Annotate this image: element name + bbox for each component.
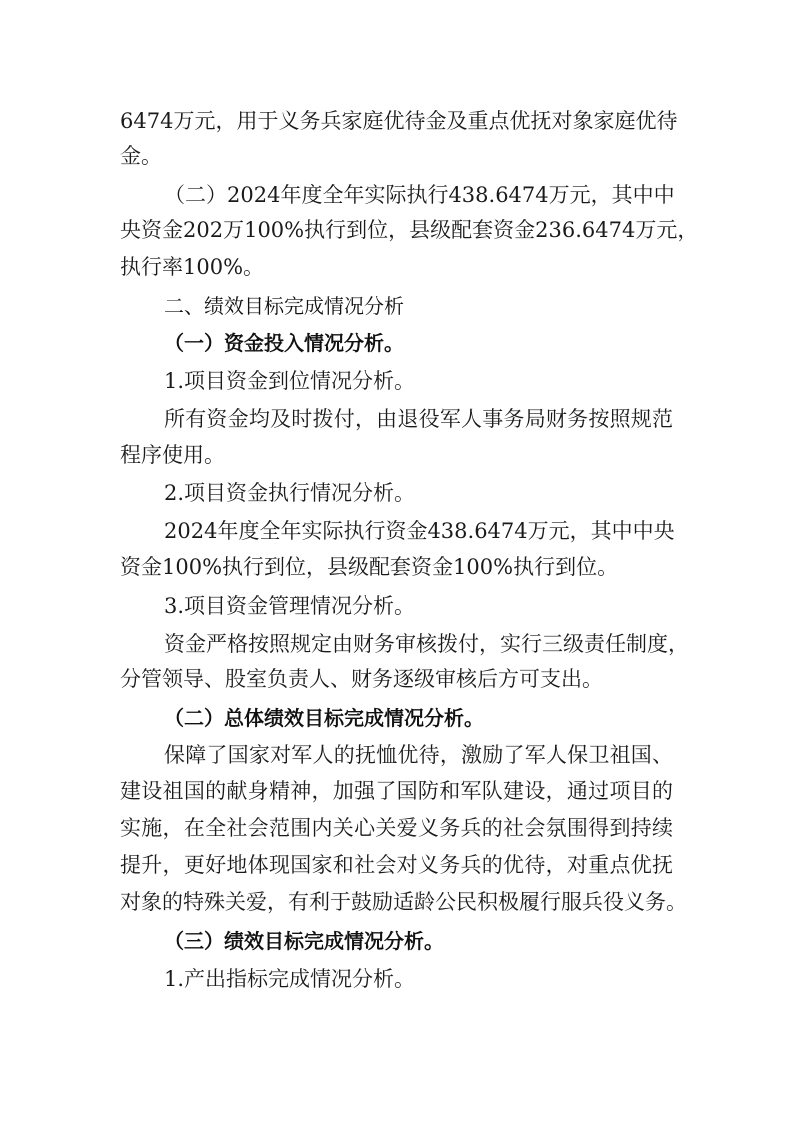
body-text-line: 央资金202万100%执行到位，县级配套资金236.6474万元， bbox=[120, 218, 699, 242]
body-text-line: 建设祖国的献身精神，加强了国防和军队建设，通过项目的 bbox=[120, 779, 673, 803]
subsection-heading: （三）绩效目标完成情况分析。 bbox=[164, 929, 444, 953]
body-text-line: 保障了国家对军人的抚恤优待，激励了军人保卫祖国、 bbox=[164, 743, 673, 767]
item-heading: 3.项目资金管理情况分析。 bbox=[164, 594, 416, 618]
body-text-line: 提升，更好地体现国家和社会对义务兵的优待，对重点优抚 bbox=[120, 853, 673, 877]
body-text-line: 执行率100%。 bbox=[120, 255, 265, 279]
body-text-line: 金。 bbox=[120, 144, 162, 168]
body-text-line: 资金100%执行到位，县级配套资金100%执行到位。 bbox=[120, 555, 619, 579]
subsection-heading: （一）资金投入情况分析。 bbox=[164, 331, 404, 355]
item-heading: 2.项目资金执行情况分析。 bbox=[164, 481, 416, 505]
item-heading: 1.项目资金到位情况分析。 bbox=[164, 369, 416, 393]
body-text-line: 所有资金均及时拨付，由退役军人事务局财务按照规范 bbox=[164, 407, 673, 431]
body-text-line: 2024年度全年实际执行资金438.6474万元，其中中央 bbox=[164, 519, 675, 543]
body-text-line: 分管领导、股室负责人、财务逐级审核后方可支出。 bbox=[120, 667, 603, 691]
item-heading: 1.产出指标完成情况分析。 bbox=[164, 967, 416, 991]
section-heading: 二、绩效目标完成情况分析 bbox=[164, 294, 404, 318]
body-text-line: （二）2024年度全年实际执行438.6474万元，其中中 bbox=[164, 183, 675, 207]
body-text-line: 资金严格按照规定由财务审核拨付，实行三级责任制度， bbox=[164, 632, 689, 656]
body-text-line: 6474万元，用于义务兵家庭优待金及重点优抚对象家庭优待 bbox=[120, 109, 678, 133]
body-text-line: 程序使用。 bbox=[120, 443, 225, 467]
subsection-heading: （二）总体绩效目标完成情况分析。 bbox=[164, 706, 484, 730]
body-text-line: 对象的特殊关爱，有利于鼓励适龄公民积极履行服兵役义务。 bbox=[120, 890, 687, 914]
body-text-line: 实施，在全社会范围内关心关爱义务兵的社会氛围得到持续 bbox=[120, 816, 673, 840]
